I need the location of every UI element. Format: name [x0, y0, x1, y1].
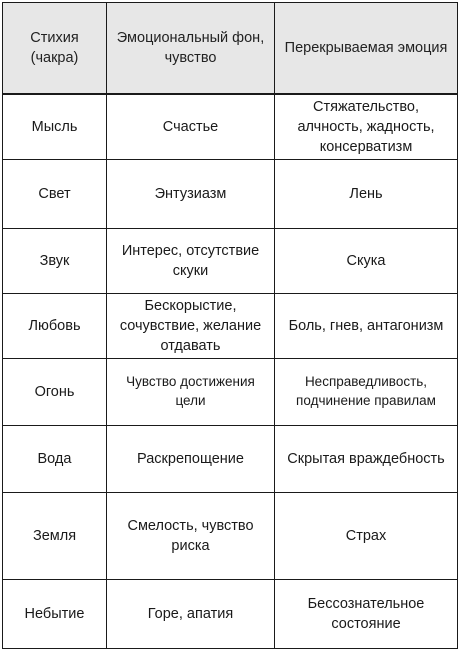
header-emotional-background: Эмоциональный фон, чувство [107, 3, 275, 95]
cell-element: Мысль [3, 94, 107, 160]
header-row [3, 3, 458, 95]
cell-feeling: Счастье [107, 94, 275, 160]
cell-overlapped-emotion: Боль, гнев, антагонизм [275, 294, 458, 359]
cell-overlapped-emotion: Скрытая враждебность [275, 426, 458, 493]
table-row [3, 493, 458, 580]
table-row [3, 160, 458, 229]
cell-feeling: Раскрепощение [107, 426, 275, 493]
chakra-emotion-table [2, 2, 458, 649]
cell-feeling: Чувство достижения цели [107, 359, 275, 426]
cell-overlapped-emotion: Лень [275, 160, 458, 229]
cell-element: Вода [3, 426, 107, 493]
cell-feeling: Бескорыстие, сочувствие, желание отдавать [107, 294, 275, 359]
cell-feeling: Горе, апатия [107, 580, 275, 649]
table-row [3, 294, 458, 359]
cell-element: Небытие [3, 580, 107, 649]
cell-overlapped-emotion: Стяжательство, алчность, жадность, консерватизм [275, 94, 458, 160]
header-overlapped-emotion: Перекрываемая эмоция [275, 3, 458, 95]
cell-feeling: Смелость, чувство риска [107, 493, 275, 580]
table-header [3, 3, 458, 95]
table-row [3, 359, 458, 426]
cell-element: Любовь [3, 294, 107, 359]
table-row [3, 580, 458, 649]
cell-overlapped-emotion: Бессознательное состояние [275, 580, 458, 649]
cell-element: Звук [3, 229, 107, 294]
cell-element: Земля [3, 493, 107, 580]
cell-overlapped-emotion: Скука [275, 229, 458, 294]
cell-element: Свет [3, 160, 107, 229]
cell-element: Огонь [3, 359, 107, 426]
cell-overlapped-emotion: Несправедливость, подчинение правилам [275, 359, 458, 426]
cell-feeling: Энтузиазм [107, 160, 275, 229]
table-row [3, 229, 458, 294]
table-body [3, 94, 458, 649]
table-row [3, 426, 458, 493]
cell-feeling: Интерес, отсутствие скуки [107, 229, 275, 294]
cell-overlapped-emotion: Страх [275, 493, 458, 580]
table-row [3, 94, 458, 160]
header-element-chakra: Стихия (чакра) [3, 3, 107, 95]
